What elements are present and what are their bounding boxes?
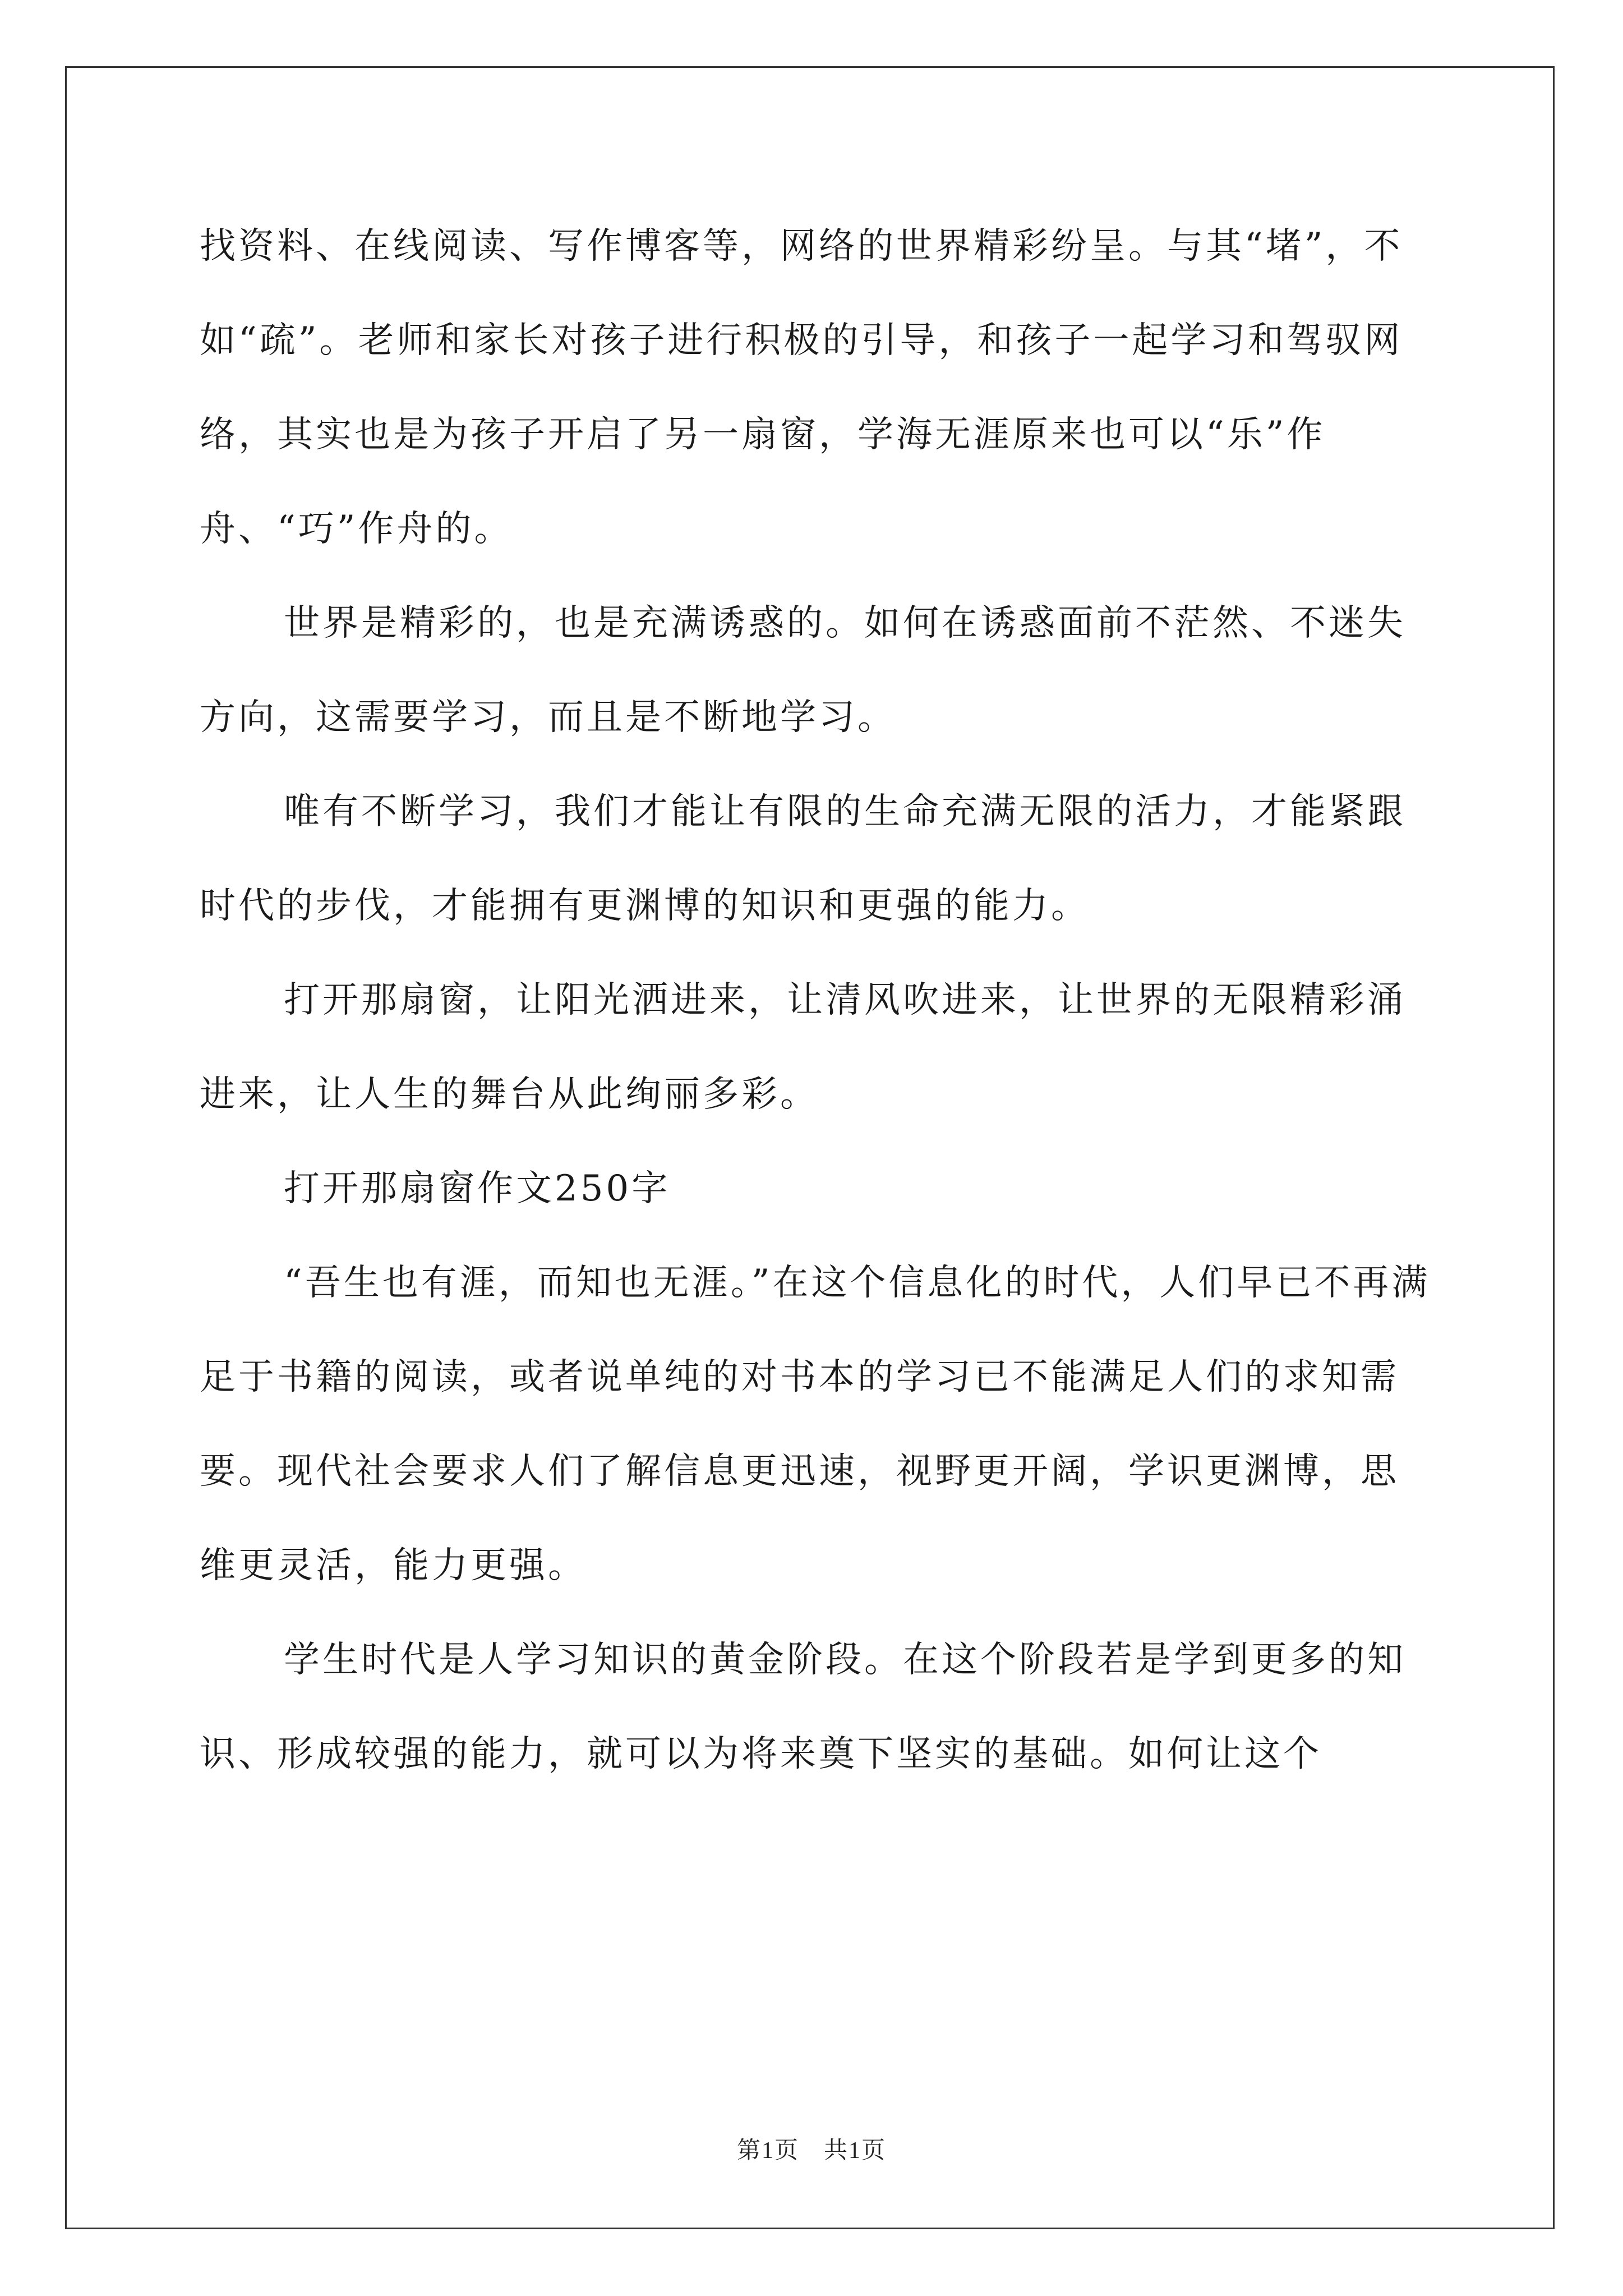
paragraph-4: 打开那扇窗，让阳光洒进来，让清风吹进来，让世界的无限精彩涌进来，让人生的舞台从此绚丽多彩。: [200, 979, 1406, 1115]
page-number-footer: 第1页 共1页: [736, 2138, 886, 2164]
paragraph-2: 世界是精彩的，也是充满诱惑的。如何在诱惑面前不茫然、不迷失方向，这需要学习，而且是不断地学习。: [200, 602, 1406, 738]
paragraph-6: 学生时代是人学习知识的黄金阶段。在这个阶段若是学到更多的知识、形成较强的能力，就可以为将来奠下坚实的基础。如何让这个: [200, 1639, 1406, 1775]
paragraph-1: 找资料、在线阅读、写作博客等，网络的世界精彩纷呈。与其“堵”，不如“疏”。老师和家长对孩子进行积极的引导，和孩子一起学习和驾驭网络，其实也是为孩子开启了另一扇窗，学海无涯原来也可以“乐”作舟、“巧”作舟的。: [200, 226, 1403, 550]
section-heading: 打开那扇窗作文250字: [284, 1168, 671, 1209]
paragraph-5: “吾生也有涯，而知也无涯。”在这个信息化的时代，人们早已不再满足于书籍的阅读，或者说单纯的对书本的学习已不能满足人们的求知需要。现代社会要求人们了解信息更迅速，视野更开阔，学识更渊博，思维更灵活，能力更强。: [200, 1262, 1431, 1586]
paragraph-3: 唯有不断学习，我们才能让有限的生命充满无限的活力，才能紧跟时代的步伐，才能拥有更渊博的知识和更强的能力。: [200, 791, 1406, 927]
document-body: [200, 199, 1433, 1801]
